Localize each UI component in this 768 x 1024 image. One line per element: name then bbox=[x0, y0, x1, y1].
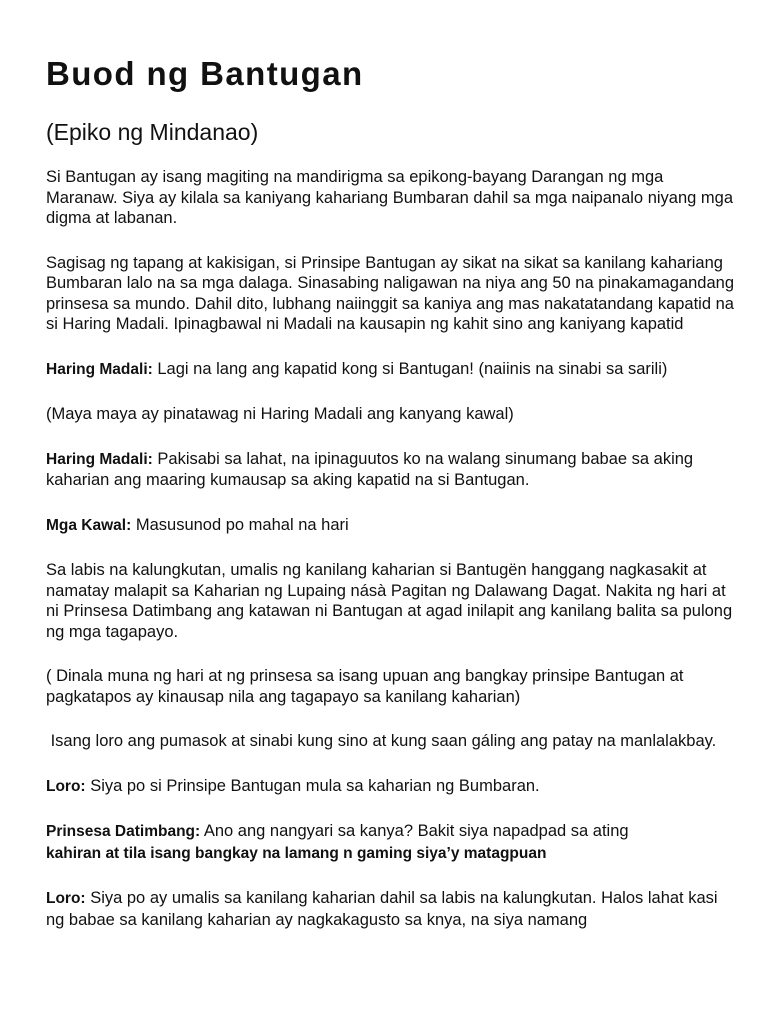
document-title: Buod ng Bantugan bbox=[46, 55, 364, 92]
dialogue-line bbox=[46, 888, 736, 930]
paragraph-text: Sa labis na kalungkutan, umalis ng kanilang kaharian si Bantugën hanggang nagkasakit at namatay malapit sa Kaharian ng Lupaing násà Pagitan ng Dalawang Dagat. Nakita ng hari at ni Prinsesa Datimbang ang katawan ni Bantugan at agad inilapit ang kanilang balita sa pulong ng mga tagapayo. bbox=[46, 561, 733, 641]
paragraph-text: Sagisag ng tapang at kakisigan, si Prinsipe Bantugan ay sikat na sikat sa kanilang kahariang Bumbaran lalo na sa mga dalaga. Sinasabing naligawan na niya ang 50 na pinakamagandang prinsesa sa mundo. Dahil dito, lubhang naiinggit sa kaniya ang mas nakatatandang kapatid na si Haring Madali. Ipinagbawal ni Madali na kausapin ng kahit sino ang kaniyang kapatid bbox=[46, 253, 735, 333]
dialogue-text: Masusunod po mahal na hari bbox=[131, 515, 349, 534]
paragraph-text: Si Bantugan ay isang magiting na mandirigma sa epikong-bayang Darangan ng mga Maranaw. Siya ay kilala sa kaniyang kahariang Bumbaran dahil sa mga naipanalo niyang mga digma at labanan. bbox=[46, 168, 733, 227]
dialogue-line bbox=[46, 449, 736, 491]
document-subtitle: (Epiko ng Mindanao) bbox=[46, 119, 259, 145]
paragraph-text: ( Dinala muna ng hari at ng prinsesa sa isang upuan ang bangkay prinsipe Bantugan at pagkatapos ay kinausap nila ang tagapayo sa kanilang kaharian) bbox=[46, 667, 684, 706]
dialogue-line bbox=[46, 776, 736, 798]
paragraph bbox=[46, 404, 736, 425]
dialogue-text: Pakisabi sa lahat, na ipinaguutos ko na walang sinumang babae sa aking kaharian ang maaring kumausap sa aking kapatid na si Bantugan. bbox=[46, 449, 694, 489]
paragraph-text: Isang loro ang pumasok at sinabi kung sino at kung saan gáling ang patay na manlalakbay. bbox=[46, 732, 717, 750]
dialogue-text: Lagi na lang ang kapatid kong si Bantugan! (naiinis na sinabi sa sarili) bbox=[152, 359, 668, 378]
speaker-name: Prinsesa Datimbang: bbox=[46, 823, 201, 840]
dialogue-text: Siya po si Prinsipe Bantugan mula sa kaharian ng Bumbaran. bbox=[85, 776, 540, 795]
speaker-name: Haring Madali: bbox=[46, 450, 153, 468]
paragraph bbox=[46, 253, 736, 335]
dialogue-text: Ano ang nangyari sa kanya? Bakit siya napadpad sa ating bbox=[200, 822, 629, 840]
speaker-name: Haring Madali: bbox=[46, 360, 153, 378]
dialogue-line bbox=[46, 359, 736, 381]
paragraph bbox=[46, 731, 736, 752]
paragraph bbox=[46, 666, 736, 707]
paragraph bbox=[46, 167, 736, 229]
dialogue-text: Siya po ay umalis sa kanilang kaharian dahil sa labis na kalungkutan. Halos lahat kasi ng babae sa kanilang kaharian ay nagkakagusto sa knya, na siya namang bbox=[46, 889, 718, 929]
paragraph bbox=[46, 560, 736, 642]
speaker-name: Mga Kawal: bbox=[46, 516, 132, 534]
speaker-name: Loro: bbox=[46, 777, 86, 795]
speaker-name: Loro: bbox=[46, 890, 86, 907]
dialogue-line bbox=[46, 515, 736, 537]
paragraph-text: (Maya maya ay pinatawag ni Haring Madali ang kanyang kawal) bbox=[46, 405, 514, 423]
dialogue-bold-continuation: kahiran at tila isang bangkay na lamang n gaming siya’y matagpuan bbox=[46, 844, 547, 862]
dialogue-line bbox=[46, 821, 736, 864]
document-page bbox=[46, 54, 736, 930]
